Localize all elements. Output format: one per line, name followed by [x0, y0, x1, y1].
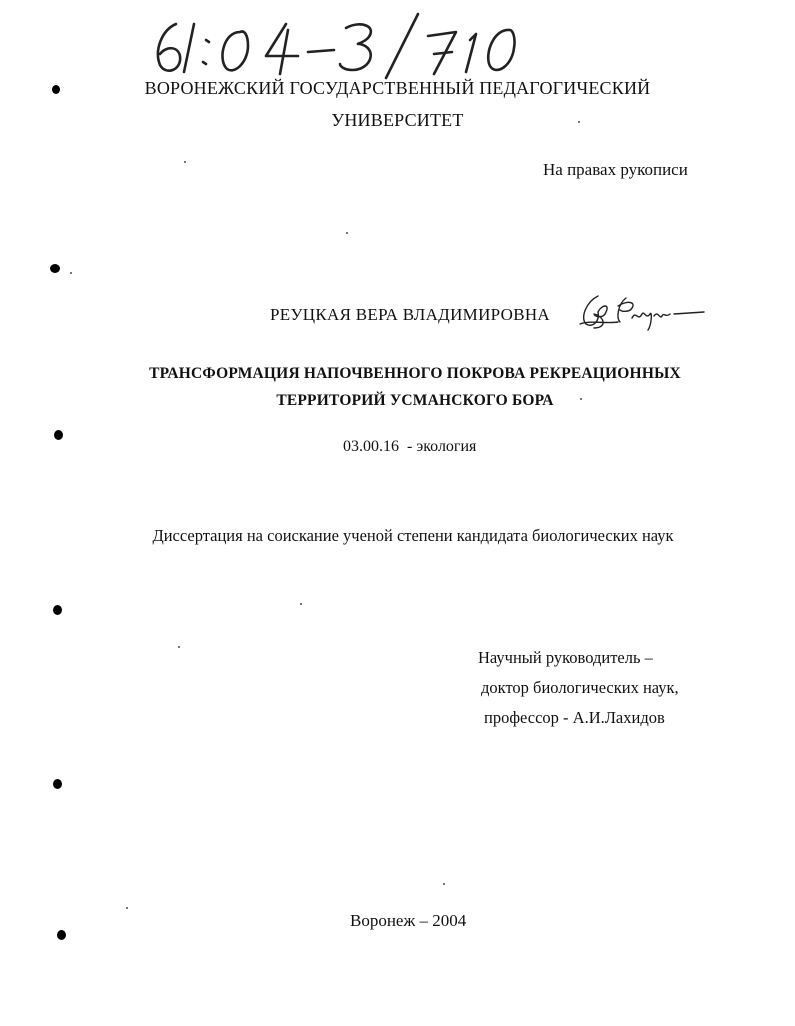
- binding-hole-mark: [53, 779, 62, 789]
- university-name: [0, 72, 795, 136]
- manuscript-rights-note: На правах рукописи: [543, 160, 688, 179]
- binding-hole-mark: [54, 430, 63, 440]
- scan-speck: [70, 272, 72, 274]
- binding-hole-mark: [50, 264, 60, 273]
- author-name: РЕУЦКАЯ ВЕРА ВЛАДИМИРОВНА: [270, 305, 550, 324]
- author-signature: [576, 288, 706, 336]
- city-and-year: Воронеж – 2004: [350, 911, 467, 930]
- supervisor-line-2: доктор биологических наук,: [481, 678, 679, 697]
- scan-speck: [184, 161, 186, 163]
- scan-speck: [580, 398, 582, 400]
- handwritten-registration-number: [148, 10, 528, 80]
- specialty-code: 03.00.16: [343, 438, 399, 455]
- binding-hole-mark: [57, 930, 66, 940]
- title-line-1: ТРАНСФОРМАЦИЯ НАПОЧВЕННОГО ПОКРОВА РЕКРЕАЦИОННЫХ: [149, 365, 681, 382]
- scan-speck: [178, 646, 180, 648]
- scan-speck: [578, 121, 580, 123]
- supervisor-line-1: Научный руководитель –: [478, 648, 653, 667]
- specialty-name: - экология: [407, 438, 477, 455]
- binding-hole-mark: [52, 85, 60, 94]
- degree-statement: Диссертация на соискание ученой степени кандидата биологических наук: [152, 526, 674, 545]
- scan-speck: [300, 603, 302, 605]
- supervisor-block: [478, 643, 679, 733]
- scan-speck: [346, 232, 348, 234]
- title-line-2: ТЕРРИТОРИЙ УСМАНСКОГО БОРА: [276, 392, 554, 409]
- specialty: [343, 438, 476, 456]
- scan-speck: [443, 883, 445, 885]
- supervisor-line-3: профессор - А.И.Лахидов: [484, 708, 665, 727]
- university-line-2: УНИВЕРСИТЕТ: [331, 110, 464, 130]
- dissertation-title: [0, 360, 795, 414]
- binding-hole-mark: [53, 605, 62, 615]
- university-line-1: ВОРОНЕЖСКИЙ ГОСУДАРСТВЕННЫЙ ПЕДАГОГИЧЕСКИЙ: [144, 78, 651, 98]
- scan-speck: [126, 907, 128, 909]
